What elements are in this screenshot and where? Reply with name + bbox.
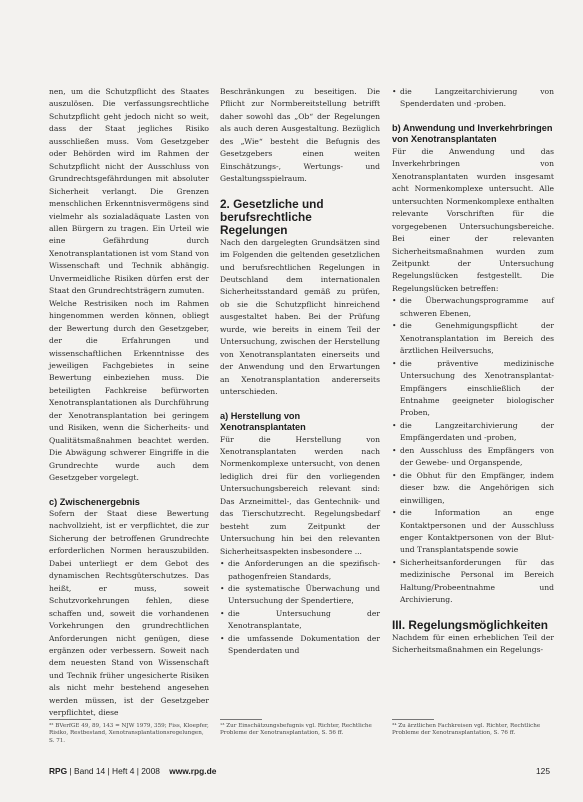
volume: Band 14 bbox=[74, 766, 106, 776]
paragraph: Nach den dargelegten Grundsätzen sind im Folgenden die geltenden gesetzlichen und berufsrechtlichen Regelungen in Deutschland dem internationalen Sicherheitsstandard gemäß zu prüfen, ob sie die Schutzpflicht hinreichend ausgestaltet haben. Bei der Prüfung wurde, wie bereits in einem Teil der Untersuchung, zwischen der Herstellung von Xenotransplantaten einerseits und der Anwendung und den Erwartungen an Xenotransplantation andererseits unterschieden. bbox=[220, 237, 380, 397]
list-item: • die Überwachungsprogramme auf schweren Ebenen, bbox=[392, 295, 554, 320]
journal-url[interactable]: www.rpg.de bbox=[169, 766, 217, 776]
list-item: • die systematische Überwachung und Untersuchung der Spendertiere, bbox=[220, 583, 380, 608]
bullet-list bbox=[392, 86, 554, 111]
column-right bbox=[392, 86, 554, 657]
issue: Heft 4 bbox=[112, 766, 135, 776]
column-middle bbox=[220, 86, 380, 658]
bullet-list bbox=[220, 558, 380, 658]
list-item: • die Langzeitarchivierung von Spenderdaten und -proben. bbox=[392, 86, 554, 111]
year: 2008 bbox=[141, 766, 160, 776]
footnote: ¹³ Zur Einschätzungsbefugnis vgl. Richter, Rechtliche Probleme der Xenotransplantation, S. 56 ff. bbox=[220, 723, 372, 737]
footnote-rule bbox=[220, 719, 262, 720]
paragraph: Sofern der Staat diese Bewertung nachvollzieht, ist er verpflichtet, die zur Sicherung der betroffenen Grundrechte erforderlichen Normen herauszubilden. Dabei unterliegt er dem Gebot des dynamischen Rechtsgüterschutzes. Das heißt, er muss, soweit Schutzvorkehrungen fehlen, diese schaffen und, soweit die vorhandenen Vorkehrungen den grundrechtlichen Anforderungen nicht genügen, diese ergänzen oder verbessern. Soweit nach dem neuesten Stand von Wissenschaft und Technik früher ungesicherte Risiken als nicht mehr bestehend angesehen werden müssen, ist der Gesetzgeber verpflichtet, diese bbox=[49, 509, 209, 718]
section-heading-herstellung: a) Herstellung von Xenotransplantaten bbox=[220, 410, 306, 433]
list-item: • die Information an enge Kontaktpersonen und der Ausschluss enger Kontaktpersonen von der Blut- und Transplantatspende sowie bbox=[392, 507, 554, 557]
paragraph: Welche Restrisiken noch im Rahmen hingenommen werden können, obliegt der Bewertung durch den Gesetzgeber, der die Erfahrungen und wissenschaftlichen Erkenntnisse des jeweiligen Fachgebietes in seine Bewertung einbeziehen muss. Die beteiligten Fachkreise befürworten Xenotransplantationen als Durchführung der Xenotransplantation bei geringem und Risiken, wenn die Sicherheits- und Qualitätsmaßnahmen beachtet werden. Die Abwägung schwerer Eingriffe in die Grundrechte wurde auch dem Gesetzgeber vorgelegt. bbox=[49, 298, 209, 483]
list-item: • die Langzeitarchivierung der Empfängerdaten und -proben, bbox=[392, 420, 554, 445]
footnote: ³² BVerfGE 49, 89, 143 = NJW 1979, 359; Fiss, Kloepfer, Risiko, Restbestand, Xenotransplantationsregelungen, S. 71. bbox=[49, 723, 209, 744]
page-footer: RPG | Band 14 | Heft 4 | 2008 www.rpg.de bbox=[49, 766, 217, 776]
list-item: • die Genehmigungspflicht der Xenotransplantation im Bereich des ärztlichen Heilversuchs, bbox=[392, 320, 554, 357]
bullet-list bbox=[392, 295, 554, 606]
page-number: 125 bbox=[536, 766, 550, 776]
list-item: • die Obhut für den Empfänger, indem dieser bzw. die Angehörigen sich einwilligen, bbox=[392, 470, 554, 507]
list-item: • die Untersuchung der Xenotransplantate, bbox=[220, 608, 380, 633]
footnote-rule bbox=[392, 719, 434, 720]
paragraph: Für die Herstellung von Xenotransplantaten werden nach Normenkomplexe untersucht, von denen lediglich drei für den vorliegenden Untersuchungsbereich relevant sind: Das Arzneimittel-, das Gentechnik- und das Tierschutzrecht. Regelungsbedarf besteht zum Zeitpunkt der Untersuchung hin bei den relevanten Sicherheitsaspekten insbesondere ... bbox=[220, 434, 380, 556]
list-item: • die umfassende Dokumentation der Spenderdaten und bbox=[220, 633, 380, 658]
journal-name: RPG bbox=[49, 766, 68, 776]
paragraph: Für die Anwendung und das Inverkehrbringen von Xenotransplantaten wurden insgesamt acht Normenkomplexe untersucht. Alle untersuchten Normenkomplexe enthalten relevante Vorschriften für die vorgegebenen Untersuchungsbereiche. Bei einer der relevanten Sicherheitsmaßnahmen wurden zum Zeitpunkt der Untersuchung Regelungslücken festgestellt. Die Regelungslücken betreffen: bbox=[392, 146, 554, 293]
paragraph: Beschränkungen zu beseitigen. Die Pflicht zur Normbereitstellung betrifft daher sowohl das „Ob“ der Regelungen als auch deren Ausgestaltung. Bezüglich des „Wie“ besteht die Befugnis des Gesetzgebers einen weiten Einschätzungs-, Wertungs- und Gestaltungsspielraum. bbox=[220, 87, 380, 184]
footnote-rule bbox=[49, 719, 91, 720]
list-item: • den Ausschluss des Empfängers von der Gewebe- und Organspende, bbox=[392, 445, 554, 470]
section-heading-anwendung: b) Anwendung und Inverkehrbringen von Xenotransplantaten bbox=[392, 122, 553, 145]
section-heading-regelungsmoeglichkeiten: III. Regelungsmöglichkeiten bbox=[392, 617, 549, 632]
list-item: • die Anforderungen an die spezifisch-pathogenfreien Standards, bbox=[220, 558, 380, 583]
list-item: • die präventive medizinische Untersuchung des Xenotransplantat-Empfängers einschließlich der Entnahme geeigneter biologischer Proben, bbox=[392, 358, 554, 420]
column-left bbox=[49, 86, 209, 720]
section-heading-gesetzliche-regelungen: 2. Gesetzliche und berufsrechtliche Regelungen bbox=[220, 196, 324, 237]
footnote: ³⁴ Zu ärztlichen Fachkreisen vgl. Richter, Rechtliche Probleme der Xenotransplantation, S. 76 ff. bbox=[392, 723, 541, 737]
paragraph: nen, um die Schutzpflicht des Staates auszulösen. Die verfassungsrechtliche Schutzpflicht geht jedoch nicht so weit, dass der Staat jegliches Risiko ausschließen muss. Vom Gesetzgeber oder Behörden wird im Rahmen der Schutzpflicht nicht der Ausschluss von Grundrechtsgefährdungen mit absoluter Sicherheit verlangt. Die Grenzen menschlichen Erkenntnisvermögens sind vielmehr als sozialadäquate Lasten von allen Bürgern zu tragen. Ein Urteil wie eine Gefährdung durch Xenotransplantationen ist vom Stand von Wissenschaft und Technik abhängig. Unvermeidliche Risiken dürfen erst der Staat den Grundrechtsträgern zumuten. bbox=[49, 87, 209, 296]
section-heading-zwischenergebnis: c) Zwischenergebnis bbox=[49, 496, 140, 507]
list-item: • Sicherheitsanforderungen für das medizinische Personal im Bereich Haltung/Probeentnahme und Archivierung. bbox=[392, 557, 554, 607]
paragraph: Nachdem für einen erheblichen Teil der Sicherheitsmaßnahmen ein Regelungs- bbox=[392, 632, 554, 655]
